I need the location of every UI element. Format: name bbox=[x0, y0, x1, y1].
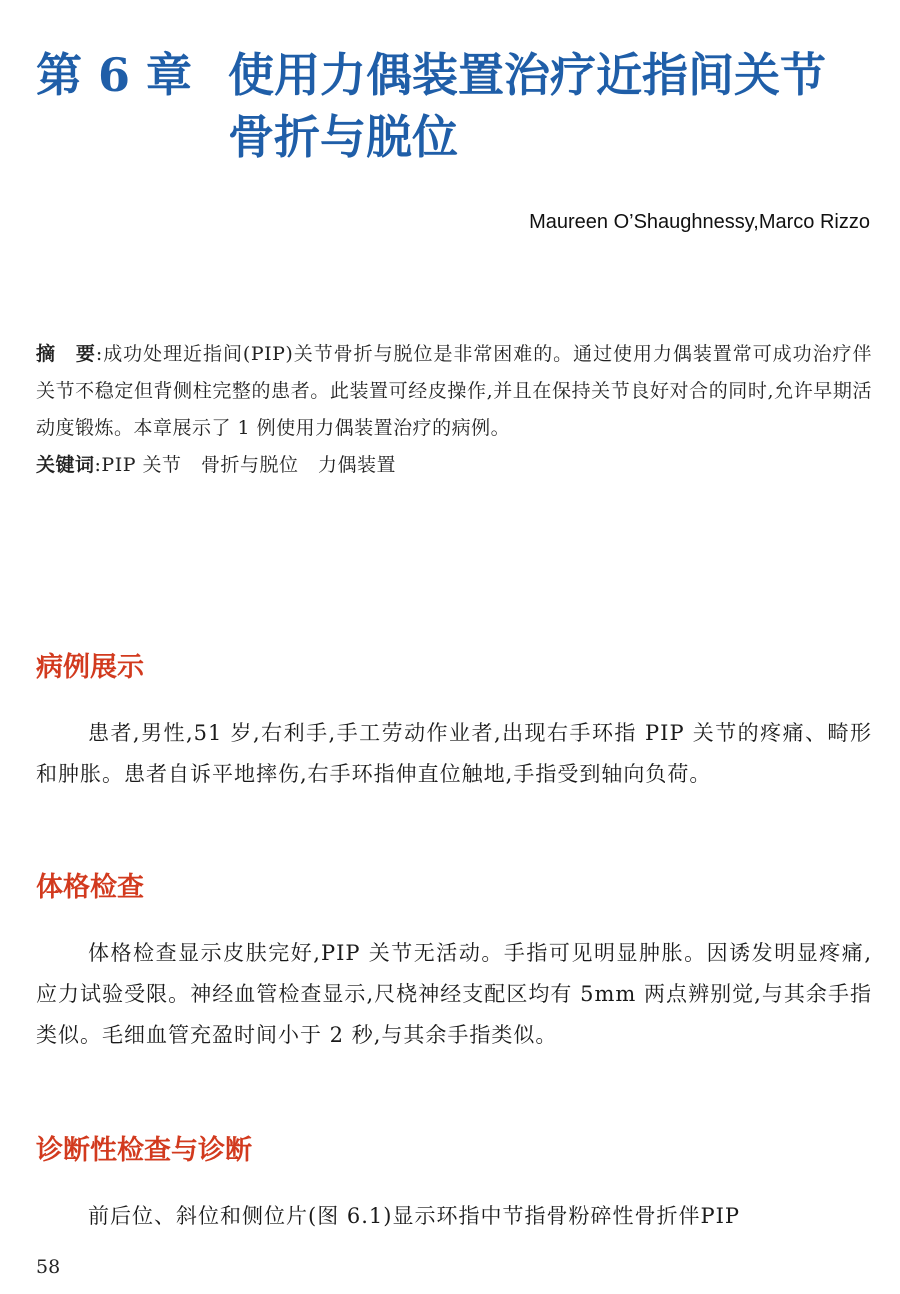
chapter-title-line1: 使用力偶装置治疗近指间关节 bbox=[228, 48, 826, 102]
abstract-block bbox=[36, 336, 872, 484]
section-body-case: 患者,男性,51 岁,右利手,手工劳动作业者,出现右手环指 PIP 关节的疼痛、畸形和肿胀。患者自诉平地摔伤,右手环指伸直位触地,手指受到轴向负荷。 bbox=[36, 721, 872, 786]
abstract-paragraph bbox=[36, 336, 872, 447]
section-heading-case: 病例展示 bbox=[36, 652, 144, 683]
section-body-diagnosis: 前后位、斜位和侧位片(图 6.1)显示环指中节指骨粉碎性骨折伴PIP bbox=[88, 1204, 741, 1228]
keywords-paragraph bbox=[36, 447, 872, 484]
section-body-exam: 体格检查显示皮肤完好,PIP 关节无活动。手指可见明显肿胀。因诱发明显疼痛,应力试验受限。神经血管检查显示,尺桡神经支配区均有 5mm 两点辨别觉,与其余手指类似。毛细血管充盈时间小于 2 秒,与其余手指类似。 bbox=[36, 941, 872, 1047]
chapter-title bbox=[36, 44, 826, 168]
authors: Maureen O’Shaughnessy,Marco Rizzo bbox=[529, 211, 870, 233]
keywords-label: 关键词 bbox=[36, 454, 95, 476]
page-number: 58 bbox=[36, 1256, 61, 1278]
keywords-text: :PIP 关节 骨折与脱位 力偶装置 bbox=[94, 454, 397, 476]
abstract-text: :成功处理近指间(PIP)关节骨折与脱位是非常困难的。通过使用力偶装置常可成功治疗伴关节不稳定但背侧柱完整的患者。此装置可经皮操作,并且在保持关节良好对合的同时,允许早期活动度锻炼。本章展示了 1 例使用力偶装置治疗的病例。 bbox=[36, 343, 872, 439]
section-heading-diagnosis: 诊断性检查与诊断 bbox=[36, 1135, 252, 1166]
chapter-title-line2: 骨折与脱位 bbox=[228, 110, 458, 164]
section-heading-exam: 体格检查 bbox=[36, 872, 144, 903]
chapter-number: 第 6 章 bbox=[36, 48, 193, 102]
abstract-label: 摘 要 bbox=[36, 343, 96, 365]
